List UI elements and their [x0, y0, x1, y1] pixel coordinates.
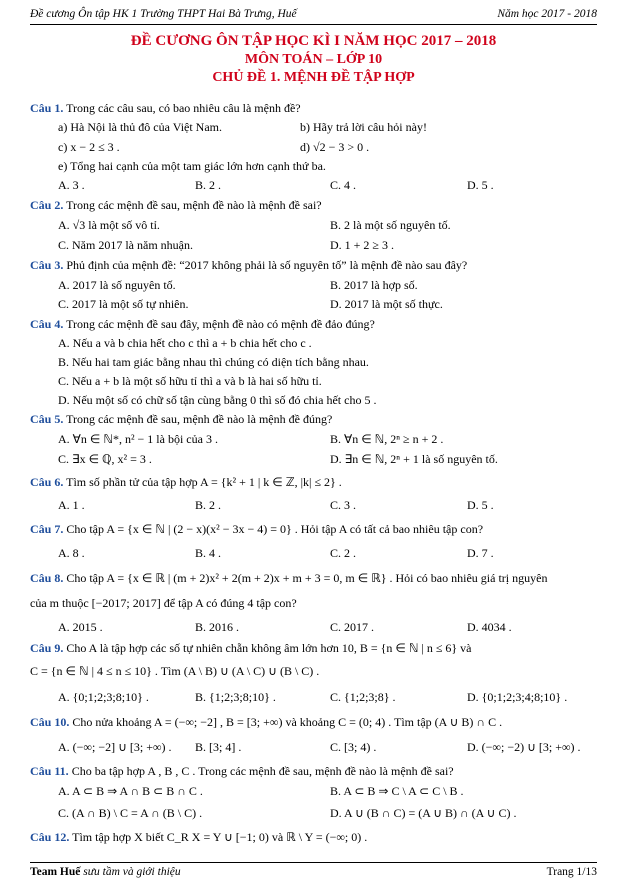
question-8 — [30, 571, 547, 585]
footer-credit — [30, 866, 181, 878]
question-label: Câu 12. — [30, 830, 70, 844]
question-label: Câu 2. — [30, 198, 64, 212]
option-c: C. ∃x ∈ ℚ, x² = 3 . — [58, 452, 152, 466]
option-a: A. 2017 là số nguyên tố. — [58, 278, 176, 292]
option-b: B. 4 . — [195, 546, 222, 560]
question-3 — [30, 258, 467, 272]
option-b: B. A ⊂ B ⇒ C \ A ⊂ C \ B . — [330, 784, 464, 798]
topic-title: CHỦ ĐỀ 1. MỆNH ĐỀ TẬP HỢP — [212, 70, 415, 85]
statement-b: b) Hãy trả lời câu hỏi này! — [300, 120, 427, 134]
question-text: Tìm số phần tử của tập hợp A = {k² + 1 | k ∈ ℤ, |k| ≤ 2} . — [63, 475, 342, 489]
option-b: B. 2 . — [195, 178, 222, 192]
option-c: C. 2 . — [330, 546, 357, 560]
option-b: B. 2 là một số nguyên tố. — [330, 218, 451, 232]
option-b: B. 2016 . — [195, 620, 240, 634]
footer-team: Team Huế — [30, 866, 81, 878]
question-label: Câu 5. — [30, 412, 64, 426]
option-c: C. 2017 . — [330, 620, 375, 634]
option-a: A. 3 . — [58, 178, 85, 192]
option-a: A. ∀n ∈ ℕ*, n² − 1 là bội của 3 . — [58, 432, 218, 446]
option-d: D. ∃n ∈ ℕ, 2ⁿ + 1 là số nguyên tố. — [330, 452, 498, 466]
option-c: C. 4 . — [330, 178, 357, 192]
question-2 — [30, 198, 322, 212]
question-text: Cho A là tập hợp các số tự nhiên chẵn không âm lớn hơn 10, B = {n ∈ ℕ | n ≤ 6} và — [63, 641, 472, 655]
main-title: ĐỀ CƯƠNG ÔN TẬP HỌC KÌ I NĂM HỌC 2017 – 2018 — [130, 33, 497, 49]
question-text: Trong các mệnh đề sau, mệnh đề nào là mệnh đề sai? — [63, 198, 322, 212]
question-8-continued: của m thuộc [−2017; 2017] để tập A có đúng 4 tập con? — [30, 596, 297, 610]
question-label: Câu 7. — [30, 522, 64, 536]
footer-credit-text: sưu tầm và giới thiệu — [80, 866, 181, 878]
question-text: Tìm tập hợp X biết C_R X = Y ∪ [−1; 0) và ℝ \ Y = (−∞; 0) . — [69, 830, 368, 844]
option-b: B. {1;2;3;8;10} . — [195, 690, 276, 704]
question-text: Trong các mệnh đề sau, mệnh đề nào là mệnh đề đúng? — [63, 412, 333, 426]
option-d: D. {0;1;2;3;4;8;10} . — [467, 690, 568, 704]
question-label: Câu 8. — [30, 571, 64, 585]
question-text: Cho tập A = {x ∈ ℕ | (2 − x)(x² − 3x − 4) = 0} . Hỏi tập A có tất cả bao nhiêu tập con? — [63, 522, 484, 536]
subject-title: MÔN TOÁN – LỚP 10 — [244, 52, 383, 67]
option-a: A. (−∞; −2] ∪ [3; +∞) . — [58, 740, 172, 754]
option-d: D. 7 . — [467, 546, 494, 560]
question-text: Trong các câu sau, có bao nhiêu câu là mệnh đề? — [63, 101, 301, 115]
option-d: D. 2017 là một số thực. — [330, 297, 443, 311]
statement-e: e) Tổng hai cạnh của một tam giác lớn hơn cạnh thứ ba. — [58, 159, 326, 173]
question-label: Câu 3. — [30, 258, 64, 272]
question-12 — [30, 830, 367, 844]
header-school: Đề cương Ôn tập HK 1 Trường THPT Hai Bà Trưng, Huế — [30, 8, 297, 20]
option-d: D. A ∪ (B ∩ C) = (A ∪ B) ∩ (A ∪ C) . — [330, 806, 517, 820]
option-b: B. ∀n ∈ ℕ, 2ⁿ ≥ n + 2 . — [330, 432, 444, 446]
question-text: Phủ định của mệnh đề: “2017 không phải là số nguyên tố” là mệnh đề nào sau đây? — [63, 258, 468, 272]
option-d: D. 4034 . — [467, 620, 512, 634]
option-a: A. √3 là một số vô tỉ. — [58, 218, 160, 232]
option-c: C. (A ∩ B) \ C = A ∩ (B \ C) . — [58, 806, 203, 820]
option-b: B. 2017 là hợp số. — [330, 278, 418, 292]
question-text: Trong các mệnh đề sau đây, mệnh đề nào có mệnh đề đảo đúng? — [63, 317, 375, 331]
statement-d: d) √2 − 3 > 0 . — [300, 140, 370, 154]
page-header — [30, 8, 597, 25]
statement-c: c) x − 2 ≤ 3 . — [58, 140, 120, 154]
question-9 — [30, 641, 472, 655]
question-text: Cho nửa khoảng A = (−∞; −2] , B = [3; +∞) và khoảng C = (0; 4) . Tìm tập (A ∪ B) ∩ C . — [69, 715, 503, 729]
question-text: Cho ba tập hợp A , B , C . Trong các mệnh đề sau, mệnh đề nào là mệnh đề sai? — [68, 764, 454, 778]
option-a: A. 8 . — [58, 546, 85, 560]
option-d: D. Nếu một số có chữ số tận cùng bằng 0 thì số đó chia hết cho 5 . — [58, 393, 377, 407]
question-label: Câu 1. — [30, 101, 64, 115]
option-b: B. [3; 4] . — [195, 740, 242, 754]
option-d: D. 1 + 2 ≥ 3 . — [330, 238, 395, 252]
option-a: A. 1 . — [58, 498, 85, 512]
question-6 — [30, 475, 342, 489]
option-b: B. 2 . — [195, 498, 222, 512]
header-year: Năm học 2017 - 2018 — [497, 8, 597, 20]
option-d: D. 5 . — [467, 498, 494, 512]
question-7 — [30, 522, 483, 536]
question-4 — [30, 317, 375, 331]
page-number: Trang 1/13 — [546, 866, 597, 878]
question-10 — [30, 715, 502, 729]
question-label: Câu 11. — [30, 764, 69, 778]
question-label: Câu 4. — [30, 317, 64, 331]
question-1 — [30, 101, 301, 115]
question-label: Câu 9. — [30, 641, 64, 655]
question-label: Câu 6. — [30, 475, 64, 489]
option-a: A. Nếu a và b chia hết cho c thì a + b chia hết cho c . — [58, 336, 312, 350]
option-a: A. 2015 . — [58, 620, 103, 634]
option-a: A. A ⊂ B ⇒ A ∩ B ⊂ B ∩ C . — [58, 784, 203, 798]
option-d: D. (−∞; −2) ∪ [3; +∞) . — [467, 740, 581, 754]
question-text: Cho tập A = {x ∈ ℝ | (m + 2)x² + 2(m + 2)x + m + 3 = 0, m ∈ ℝ} . Hỏi có bao nhiêu giá trị nguyên — [63, 571, 548, 585]
question-label: Câu 10. — [30, 715, 70, 729]
option-c: C. 2017 là một số tự nhiên. — [58, 297, 189, 311]
question-9-continued: C = {n ∈ ℕ | 4 ≤ n ≤ 10} . Tìm (A \ B) ∪ (A \ C) ∪ (B \ C) . — [30, 664, 320, 678]
option-c: C. Năm 2017 là năm nhuận. — [58, 238, 193, 252]
option-c: C. [3; 4) . — [330, 740, 377, 754]
page-footer — [30, 862, 597, 881]
question-5 — [30, 412, 332, 426]
question-11 — [30, 764, 454, 778]
option-c: C. {1;2;3;8} . — [330, 690, 396, 704]
option-b: B. Nếu hai tam giác bằng nhau thì chúng có diện tích bằng nhau. — [58, 355, 369, 369]
option-a: A. {0;1;2;3;8;10} . — [58, 690, 149, 704]
option-c: C. Nếu a + b là một số hữu tỉ thì a và b là hai số hữu tỉ. — [58, 374, 322, 388]
statement-a: a) Hà Nội là thủ đô của Việt Nam. — [58, 120, 223, 134]
option-d: D. 5 . — [467, 178, 494, 192]
option-c: C. 3 . — [330, 498, 357, 512]
